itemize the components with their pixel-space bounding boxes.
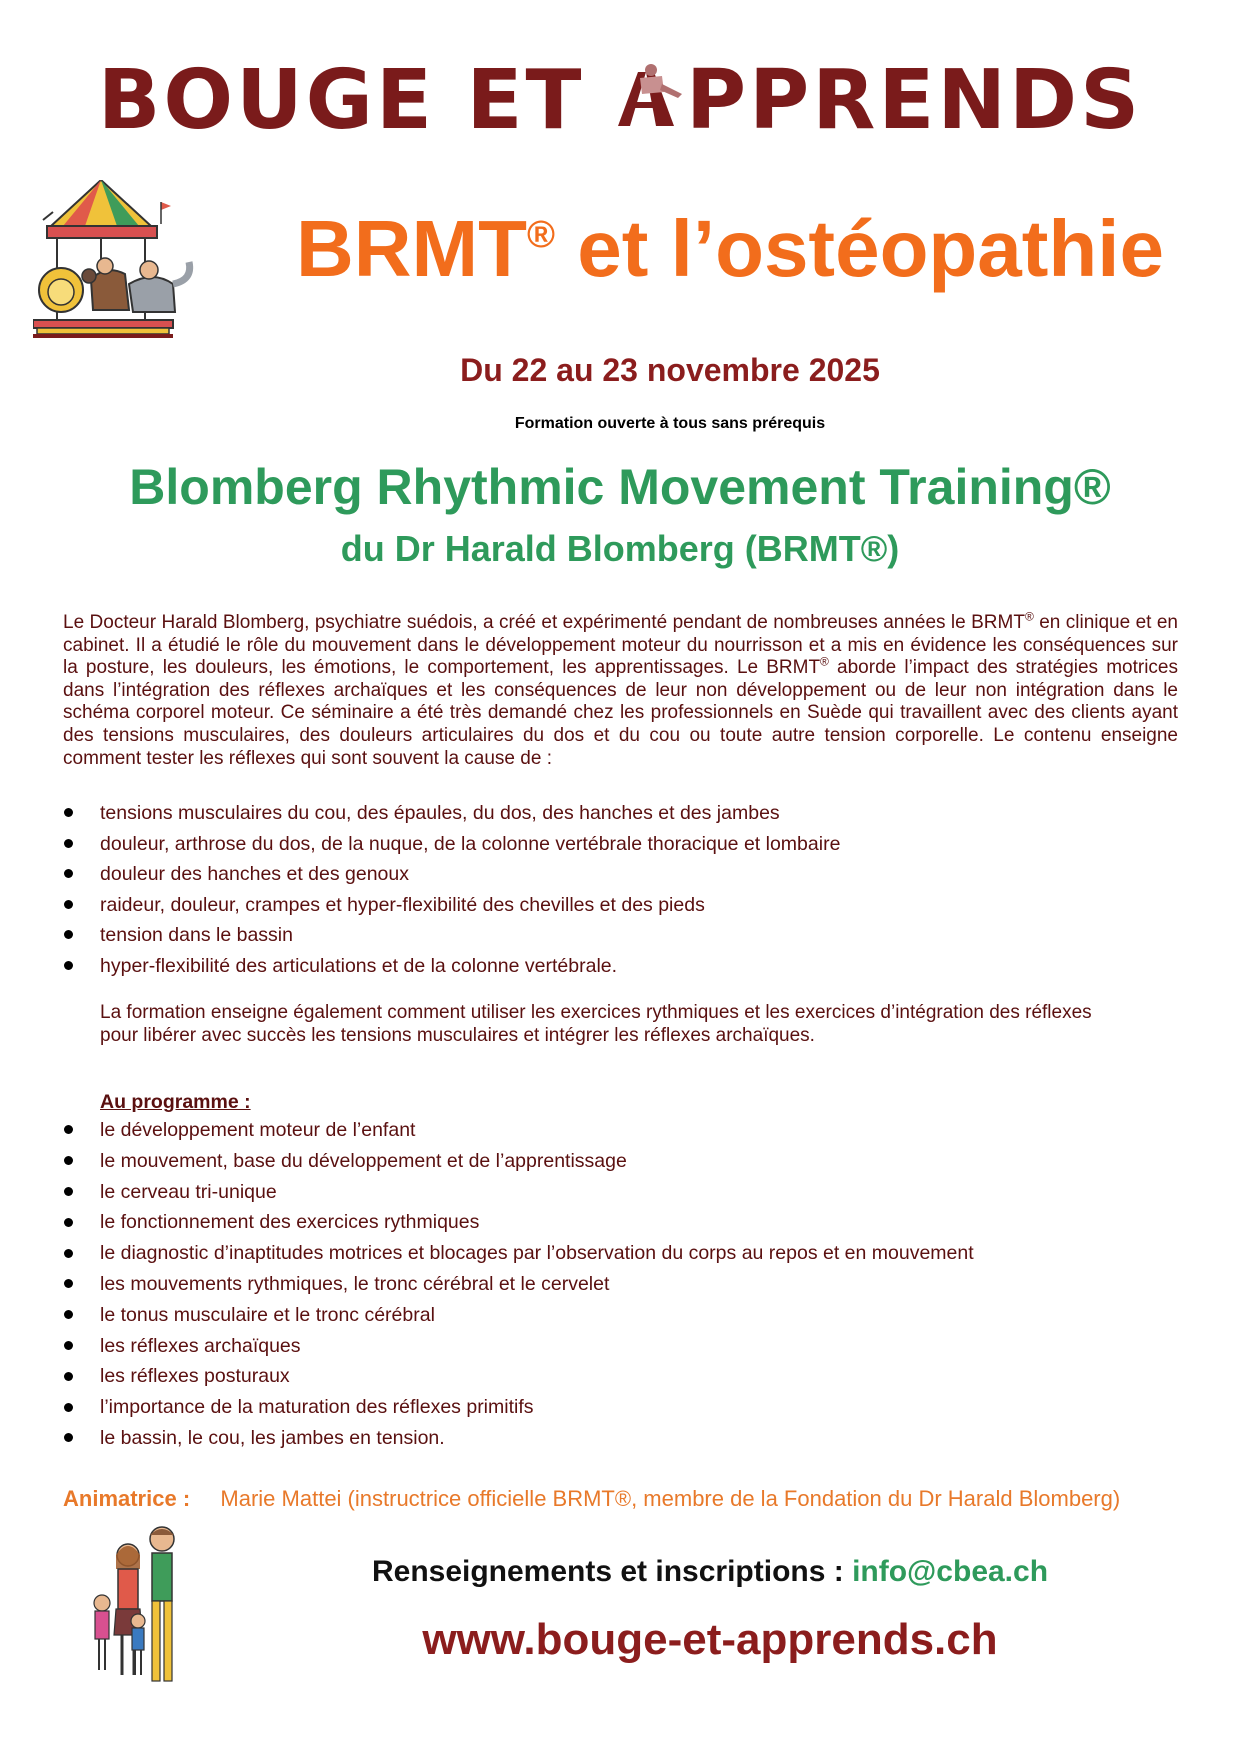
brand-text-1: BOUGE ET (97, 53, 617, 148)
open-note: Formation ouverte à tous sans prérequis (514, 415, 826, 432)
list-item: les mouvements rythmiques, le tronc cérébral et le cervelet (62, 1269, 1162, 1300)
bullet-icon (64, 1156, 73, 1165)
list-item: douleur des hanches et des genoux (62, 859, 1162, 890)
website-link[interactable]: www.bouge-et-apprends.ch (422, 1615, 998, 1664)
animator-line (63, 1486, 1120, 1512)
intro-reg-1: ® (1024, 609, 1034, 624)
list-item: l’importance de la maturation des réflexes primitifs (62, 1392, 1162, 1423)
bullet-icon (64, 1218, 73, 1227)
training-paragraph: La formation enseigne également comment utiliser les exercices rythmiques et les exercices d’intégration des réflexes pour libérer avec succès les tensions musculaires et intégrer les réflexes archaïques. (100, 1002, 1092, 1046)
contact-label: Renseignements et inscriptions : (371, 1555, 853, 1588)
bullet-icon (64, 930, 73, 939)
contact-line (270, 1555, 1150, 1589)
intro-part-1: Le Docteur Harald Blomberg, psychiatre suédois, a créé et expérimenté pendant de nombreuses années le BRMT (63, 612, 1025, 633)
list-item: le fonctionnement des exercices rythmiques (62, 1207, 1162, 1238)
intro-paragraph (63, 609, 1178, 770)
intro-reg-2: ® (820, 654, 829, 669)
list-item: le mouvement, base du développement et de l’apprentissage (62, 1146, 1162, 1177)
brand-text-2: PPRENDS (686, 53, 1143, 148)
course-subheading: du Dr Harald Blomberg (BRMT®) (340, 528, 900, 569)
event-dates: Du 22 au 23 novembre 2025 (460, 352, 880, 388)
intro-part-3: aborde l’impact des stratégies motrices dans l’intégration des réflexes archaïques et les conséquences de leur non développement ou de leur non intégration dans le schéma corporel moteur. Ce séminaire a été très demandé chez les professionnels en Suède qui travaillent avec des clients ayant des tensions musculaires, des douleurs articulaires du dos et du cou ou toute autre tension corporelle. Le contenu enseigne comment tester les réflexes qui sont souvent la cause de : (63, 657, 1178, 769)
animator-label: Animatrice : (63, 1486, 191, 1511)
animator-text: Marie Mattei (instructrice officielle BRMT®, membre de la Fondation du Dr Harald Blomberg) (220, 1486, 1121, 1511)
causes-list (62, 798, 1162, 981)
bullet-icon (64, 900, 73, 909)
bullet-icon (64, 1433, 73, 1442)
contact-email-link[interactable]: info@cbea.ch (852, 1555, 1049, 1588)
list-item: le cerveau tri-unique (62, 1177, 1162, 1208)
bullet-icon (64, 1187, 73, 1196)
list-item: douleur, arthrose du dos, de la nuque, de la colonne vertébrale thoracique et lombaire (62, 829, 1162, 860)
list-item: tension dans le bassin (62, 920, 1162, 951)
list-item: les réflexes posturaux (62, 1361, 1162, 1392)
bullet-icon (64, 1249, 73, 1258)
bullet-icon (64, 961, 73, 970)
acrobat-a-icon (616, 60, 686, 142)
title-rest: et l’ostéopathie (555, 204, 1165, 293)
list-item: tensions musculaires du cou, des épaules, du dos, des hanches et des jambes (62, 798, 1162, 829)
carousel-illustration (33, 180, 218, 380)
list-item: les réflexes archaïques (62, 1331, 1162, 1362)
list-item: le développement moteur de l’enfant (62, 1115, 1162, 1146)
list-item: le bassin, le cou, les jambes en tension. (62, 1423, 1162, 1454)
list-item: raideur, douleur, crampes et hyper-flexibilité des chevilles et des pieds (62, 890, 1162, 921)
list-item: le diagnostic d’inaptitudes motrices et blocages par l’observation du corps au repos et en mouvement (62, 1238, 1162, 1269)
bullet-icon (64, 839, 73, 848)
bullet-icon (64, 869, 73, 878)
bullet-icon (64, 808, 73, 817)
bullet-icon (64, 1372, 73, 1381)
program-list (62, 1115, 1162, 1454)
page-title (270, 205, 1190, 293)
list-item: le tonus musculaire et le tronc cérébral (62, 1300, 1162, 1331)
bullet-icon (64, 1341, 73, 1350)
family-illustration (90, 1525, 200, 1695)
title-registered-mark: ® (527, 214, 556, 256)
bullet-icon (64, 1125, 73, 1134)
title-main: BRMT (295, 204, 528, 293)
bullet-icon (64, 1403, 73, 1412)
intro-part-2: en clinique et en cabinet. Il a étudié le rôle du mouvement dans le développement moteur du nourrisson et a mis en évidence les conséquences sur la posture, les douleurs, les émotions, le comportement, les apprentissages. Le BRMT (63, 612, 1178, 679)
program-heading: Au programme : (100, 1091, 251, 1113)
brand-logo (0, 53, 1240, 148)
list-item: hyper-flexibilité des articulations et de la colonne vertébrale. (62, 951, 1162, 982)
bullet-icon (64, 1310, 73, 1319)
course-heading: Blomberg Rhythmic Movement Training® (129, 459, 1111, 515)
bullet-icon (64, 1279, 73, 1288)
